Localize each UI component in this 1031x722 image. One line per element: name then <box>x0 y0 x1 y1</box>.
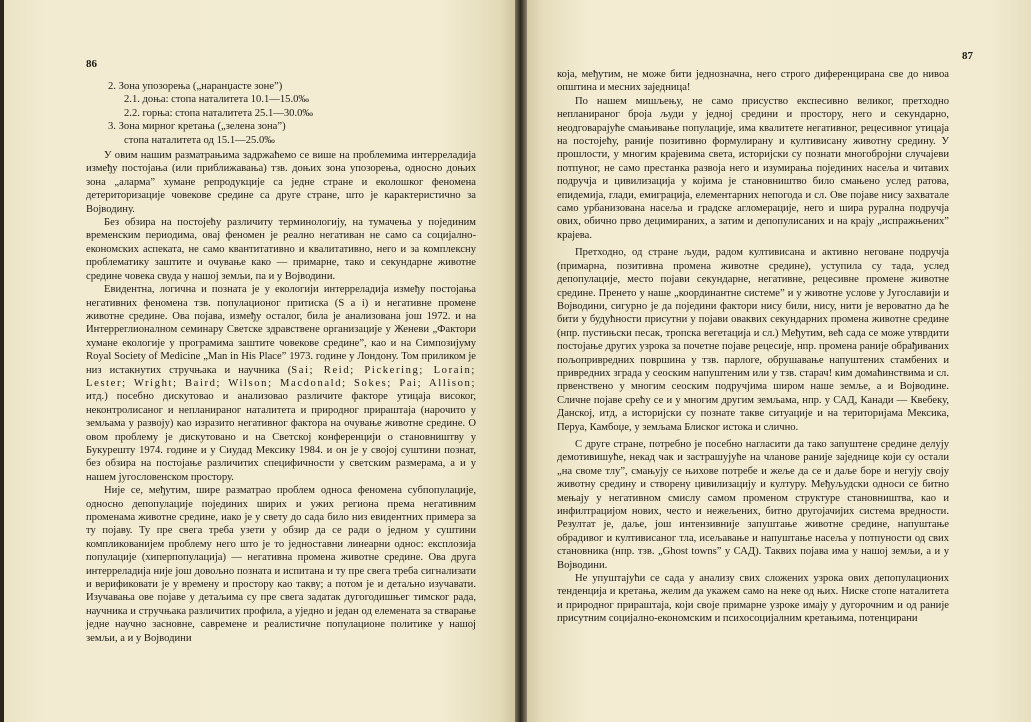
paragraph: Претходно, од стране људи, радом култивисана и активно неговане подручја (примарна, позитивна промена животне средине), уступила су тада, услед депопулације, место појави секундарне, негативне, рецесивне промене животне средине. Пренето у наше „координантне системе” и у животне услове у Југославији и Војводини, сигурно је да поједини фактори нису били, нису, нити је вероватно да ће бити у будућности присутни у појави оваквих секундарних промена животне средине (нпр. пустињски песак, тропска вегетација и сл.) Међутим, већ сада се може утврдити постојање других узрока за почетне појаве рецесије, нпр. промена раније обрађиваних пољопривредних површина у тзв. парлоге, обрушавање напуштених стамбених и привредних зграда у сеоским напуштеним или у тзв. старач! ким домаћинствима и сл. првенствено у многим сеоским подручјима широм наше земље, а и Војводине. Сличне појаве срећу се и у многим другим земљама, нпр. у САД, Канади — Квебеку, Данској, итд, а историјски су познате такве ситуације и на територијама Мексика, Перуа, Камбоџе, у земљама Блиског истока и слично. <box>557 247 949 433</box>
zone-list <box>108 80 476 147</box>
paragraph: која, међутим, не може бити једнозначна, него строго диференцирана све до нивоа општина и месних заједница! <box>557 69 949 94</box>
list-item: 2.1. доња: стопа наталитета 10.1—15.0‰ <box>124 94 310 106</box>
paragraph: Није се, међутим, шире разматрао проблем односа феномена субпопулације, односно депопулације појединих ширих и ужих региона према негативним променама животне средине, иако је у свету до сада било низ евидентних примера за ту појаву. Ту пре свега треба узети у обзир да се ради о једном у суштини компликованијем проблему него што је то једноставни линеарни однос: експлозија популације (хиперпопулација) — негативна промена животне средине. Ова друга интерреладија није још довољно позната и испитана и ту пре свега треба сигнализати и верификовати је у времену и простору као такву; а потом је и детаљно изучавати. Изучавања ове појаве у детаљима су пре свега задатак дугогодишњег тимског рада, научника и стручњака различитих профила, а уједно и један од елемената за стварање једне научно засновне, савремене и реалистичне популационе политике у нашој земљи, а и у Војводини <box>86 485 476 644</box>
right-page-text <box>557 68 949 626</box>
book-gutter <box>515 0 527 722</box>
paragraph: Без обзира на постојећу различиту терминологију, на тумачења у појединим временским периодима, овај феномен је реално негативан не само са социјално-економских аспеката, не само квантитативно и квалитативно, него и за комплексну проблематику заштите и очување како — примарне, тако и секундарне животне средине човека свуда у нашој земљи, па и у Војводини. <box>86 217 476 282</box>
list-item: 2.2. горња: стопа наталитета 25.1—30.0‰ <box>124 107 313 119</box>
author-names: Sai; Reid; Pickering; Lorain; Lester; Wright; Baird; Wilson; Macdonald; Sokes; Pai; Allison; <box>86 364 476 389</box>
paragraph: Не упуштајући се сада у анализу свих сложених узрока ових депопулационих тенденција и кретања, желим да укажем само на неке од њих. Ниске стопе наталитета и природног прираштаја, који своје примарне узроке имају у дугорочним и од раније присутним социјално-економским и психосоцијалним кретањима, потенцирани <box>557 573 949 625</box>
list-item: 2. Зона упозорења („наранџасте зоне”) <box>108 81 283 92</box>
page-number-left: 86 <box>86 58 97 70</box>
right-page <box>527 0 1031 722</box>
paragraph-text: Евидентна, логична и позната је у екологији интерреладија између постојања негативних феномена тзв. популационог притиска (S a i) и негативне промене животне средине. Ова појава, између осталог, била је анализована још 1972. и на Интерреглионалном семинару Светске здравствене организације у Женеви „Фактори хумане екологије у програмима заштите човекове средине”, као и на Симпозијуму Royal Society of Medicine „Man in His Place” 1973. године у Лондону. Том приликом је низ истакнутих стручњака и научника ( <box>86 284 476 376</box>
paragraph: У овим нашим разматрањима задржаћемо се више на проблемима интерреладија између постојања (или приближавања) тзв. доњих зона упозорења, односно доњих зона „аларма” хумане репродукције са једне стране и еколошког феномена детериторизације човекове средине са друге стране, што је карактеристично за Војводину. <box>86 150 476 215</box>
paragraph: По нашем мишљењу, не само присуство експесивно великог, претходно непланираног броја људи у једној средини и простору, него и секундарно, неодговарајуће смањивање популације, има квалитете негативног, рецесивног утицаја на постојећу, раније позитивно формулирану и култивисану животну средину. У прошлости, у многим крајевима света, историјски су познати многобројни случајеви потпуног, не само престанка развоја него и изумирања појединих насеља и читавих подручја и цивилизација у којима је становништво било смањено услед ратова, епидемија, глади, емиграција, елементарних непогода и сл. Ове појаве нису захватале само урбанизована насеља и градске агломерације, него и шира рурална подручја ових, обично прво децимираних, а затим и депопулисаних и на крају „испражњених” крајева. <box>557 95 949 241</box>
list-item: 3. Зона мирног кретања („зелена зона”) <box>108 121 286 133</box>
list-item: стопа наталитета од 15.1—25.0‰ <box>124 134 275 146</box>
left-page <box>4 0 515 722</box>
left-page-text <box>86 80 476 645</box>
paragraph <box>86 283 476 484</box>
page-number-right: 87 <box>962 50 973 62</box>
paragraph-text: итд.) посебно дискутовао и анализовао различите факторе утицаја високог, неконтролисаног и непланираног наталитета и природног прираштаја (нарочито у земљама у развоју) као изразито негативног фактора на очување животне средине. О овом проблему је дискутовано и на Светској конференцији о становништву у Букурешту 1974. године и у Сиудад Мексику 1984. и он је у својој суштини познат, без обзира на постојање различитих специфичности у светским размерама, а и у нашем југословенском простору. <box>86 391 476 483</box>
paragraph: С друге стране, потребно је посебно нагласити да тако запуштене средине делују демотивишуће, некад чак и застрашујуће на чланове раније заједнице који су остали „на своме тлу”, смањују се њихове потребе и жеље да се и даље боре и негују своју животну средину и створену цивилизацију и културу. Међуљудски односи се битно мењају у негативном смислу самом променом структуре становништва, као и инфилтрацијом нових, често и нежељених, битно другојачијих система вредности. Резултат је, даље, још интензивније запуштање животне средине, напуштање обрадивог и култивисаног тла, исељавање и напуштање насеља у потпуности од свих становника (нпр. тзв. „Ghost towns” у САД). Таквих појава има у нашој земљи, а и у Војводини. <box>557 438 949 571</box>
